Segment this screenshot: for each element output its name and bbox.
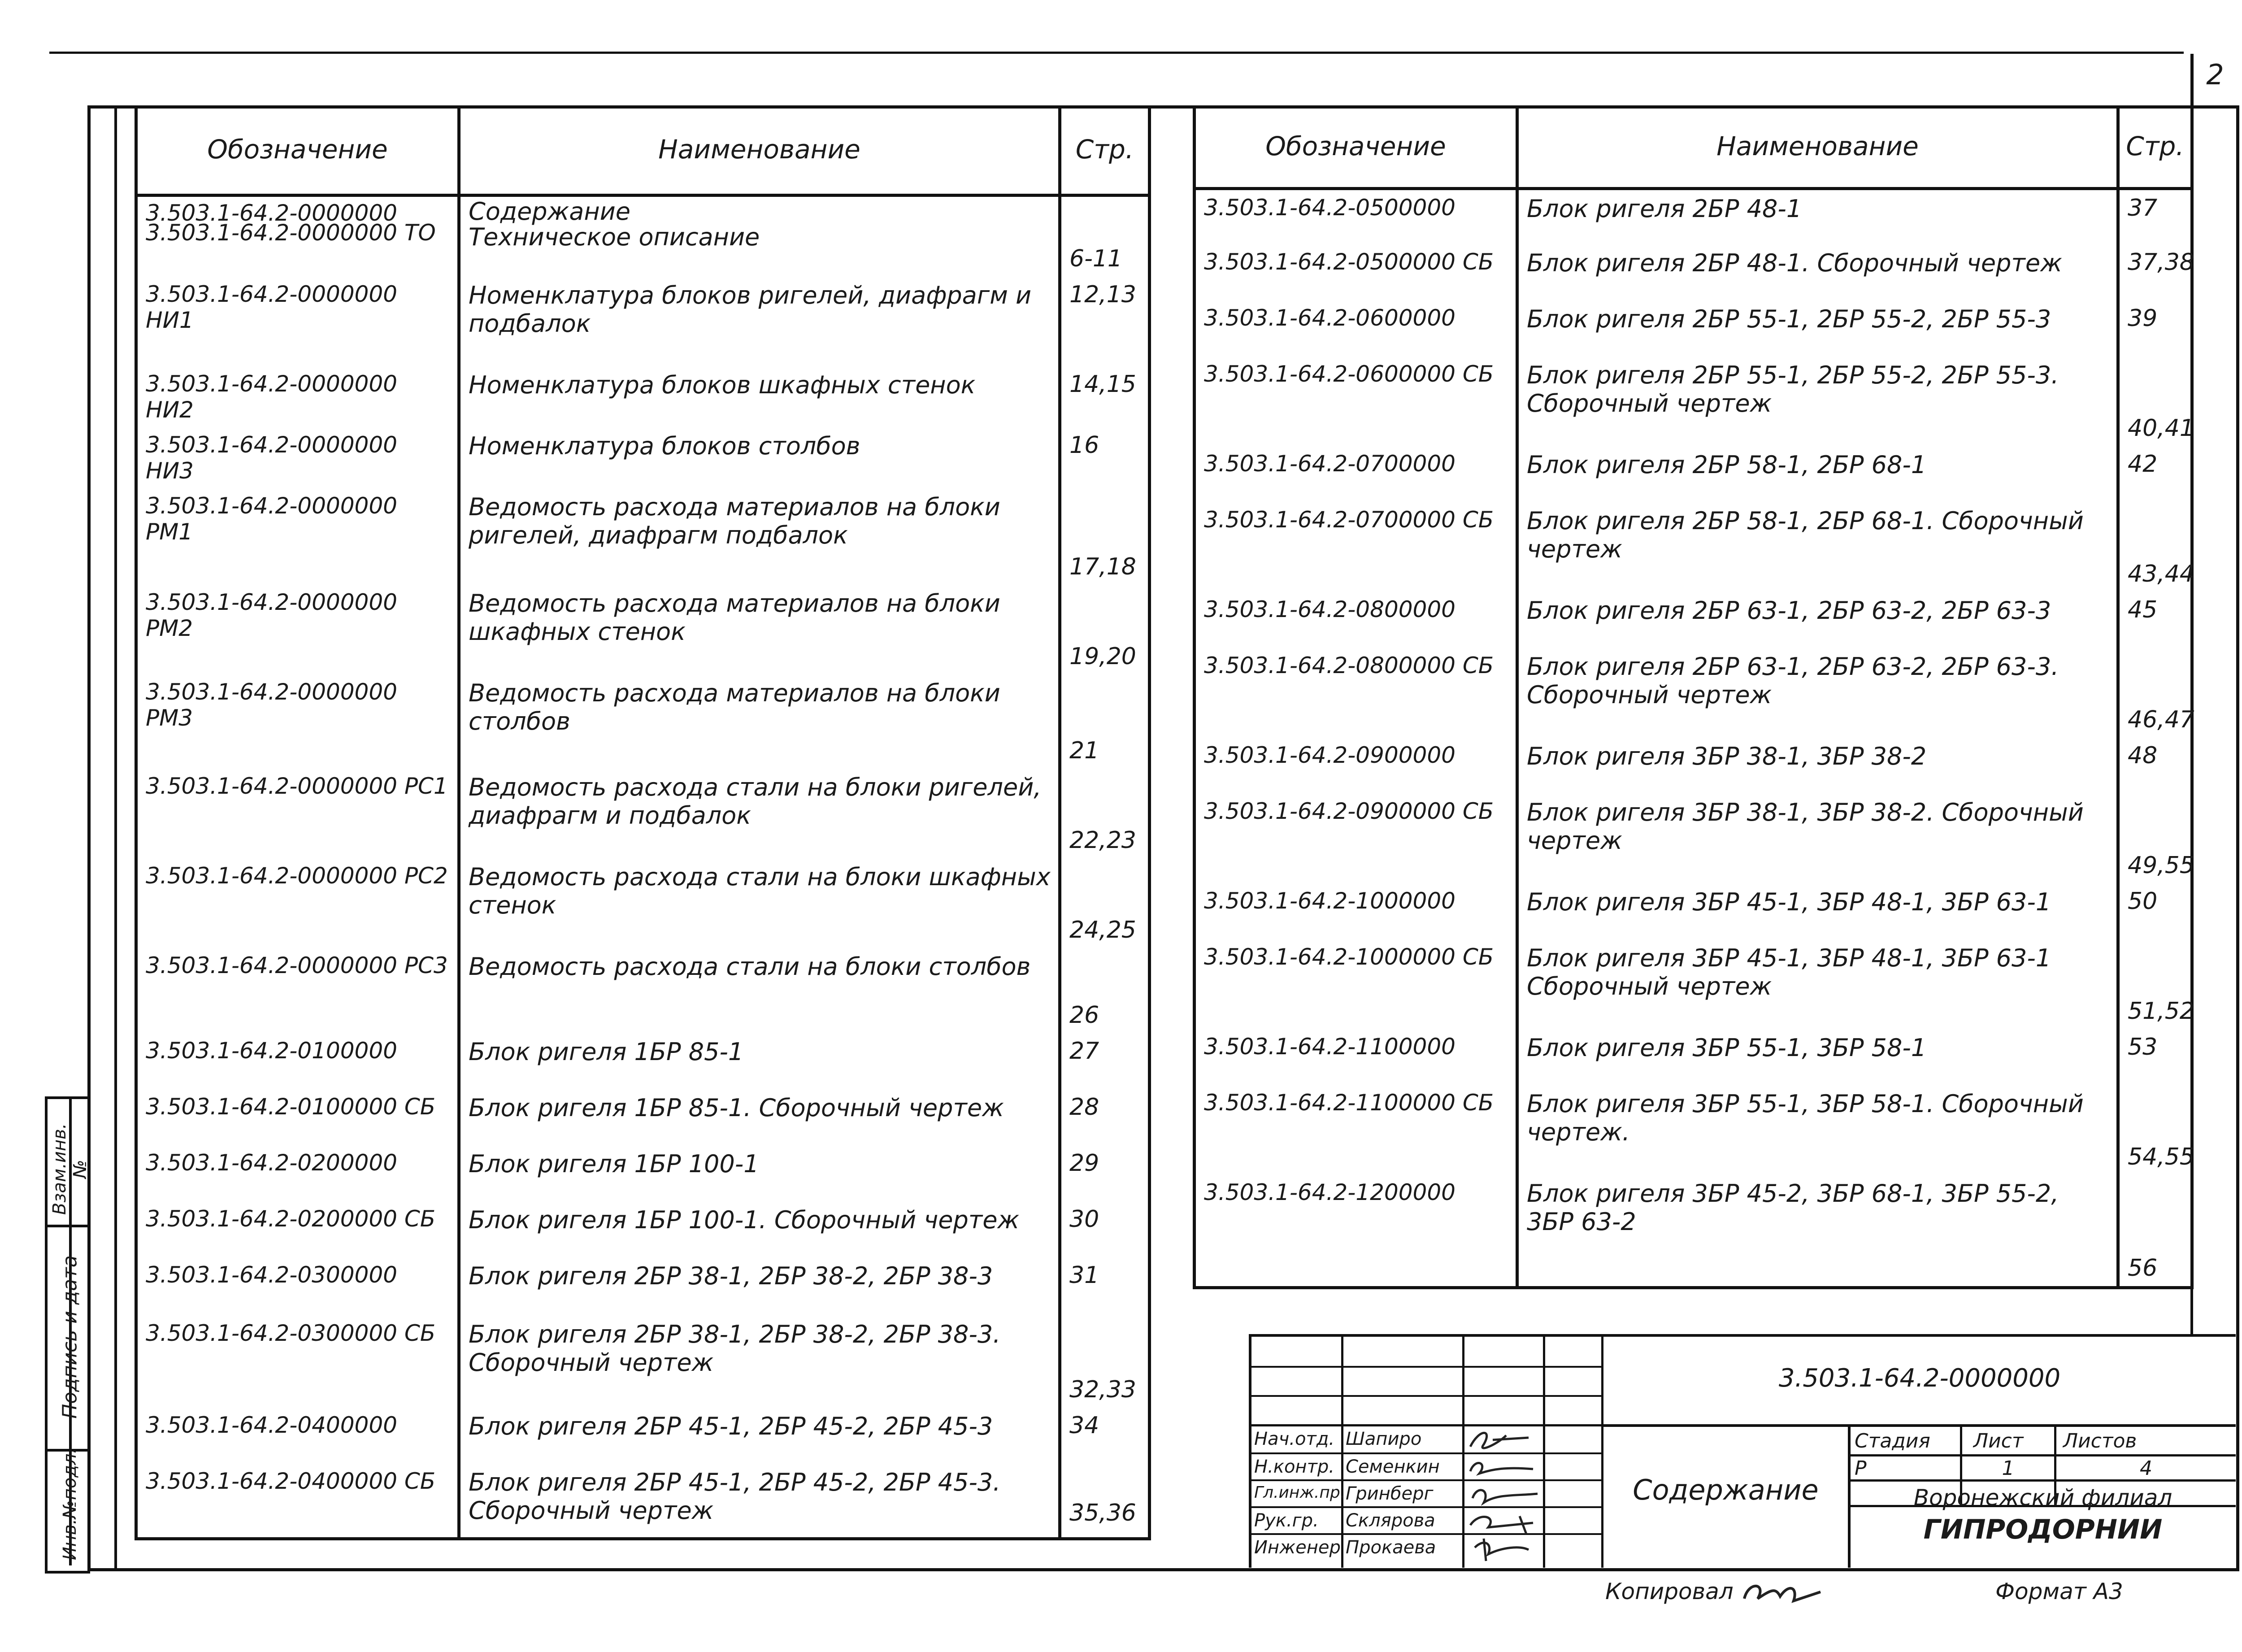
table-row: [136, 1145, 1150, 1201]
table-row: [136, 1033, 1150, 1089]
left-header-page: Стр.: [1060, 105, 1150, 195]
copied-label: Копировал: [1605, 1578, 1734, 1604]
sheet-value: 1: [2002, 1457, 2015, 1480]
table-row: [1195, 1029, 2192, 1085]
table-row: [136, 277, 1150, 366]
sheet-number: 2: [2206, 58, 2224, 91]
designation-cell: 3.503.1-64.2-0900000 СБ: [1204, 798, 1494, 824]
name-cell: Ведомость расхода материалов на блоки столбов: [459, 674, 1060, 769]
table-row: [1195, 356, 2192, 446]
table-row: [1195, 300, 2192, 356]
page-cell: 22,23: [1060, 769, 1150, 858]
page-cell: 54,55: [2118, 1085, 2192, 1175]
format-label: Формат А3: [1995, 1578, 2123, 1604]
name-cell: Техническое описание: [459, 223, 1060, 277]
designation-cell: 3.503.1-64.2-0000000 РМ2: [146, 589, 397, 641]
name-cell: Блок ригеля 3БР 38-1, 3БР 38-2. Сборочный чертеж: [1517, 794, 2118, 883]
designation-cell: 3.503.1-64.2-0800000: [1204, 596, 1456, 622]
table-row: [1195, 648, 2192, 738]
page-cell: 53: [2118, 1029, 2192, 1085]
table-row: [136, 1201, 1150, 1257]
designation-cell: 3.503.1-64.2-0000000 РС1: [146, 773, 448, 799]
table-row: [1195, 188, 2192, 244]
designation-cell: 3.503.1-64.2-0000000 РМ1: [146, 492, 397, 545]
title-block: [1249, 1334, 2236, 1568]
table-row: [136, 195, 1150, 223]
staff-name: Шапиро: [1346, 1429, 1422, 1449]
designation-cell: 3.503.1-64.2-0400000: [146, 1412, 397, 1438]
table-row: [1195, 939, 2192, 1029]
signatures-icon: [1466, 1426, 1542, 1565]
table-row: [1195, 1175, 2192, 1288]
table-row: [136, 769, 1150, 858]
page-cell: 31: [1060, 1257, 1150, 1316]
left-header-designation: Обозначение: [136, 105, 459, 195]
name-cell: Блок ригеля 3БР 45-2, 3БР 68-1, 3БР 55-2, 3БР 63-2: [1517, 1175, 2118, 1288]
name-cell: Блок ригеля 3БР 55-1, 3БР 58-1: [1517, 1029, 2118, 1085]
designation-cell: 3.503.1-64.2-0500000: [1204, 194, 1456, 221]
organization-code: ГИПРОДОРНИИ: [1923, 1514, 2163, 1545]
left-contents-table: [135, 105, 1151, 1540]
side-stamp: [45, 1096, 90, 1574]
designation-cell: 3.503.1-64.2-0600000: [1204, 305, 1456, 331]
designation-cell: 3.503.1-64.2-1100000: [1204, 1034, 1456, 1060]
replace-inv-label: Взам.инв.№: [49, 1123, 91, 1215]
page-cell: 19,20: [1060, 585, 1150, 674]
name-cell: Блок ригеля 3БР 45-1, 3БР 48-1, 3БР 63-1 Сборочный чертеж: [1517, 939, 2118, 1029]
name-cell: Блок ригеля 2БР 55-1, 2БР 55-2, 2БР 55-3: [1517, 300, 2118, 356]
document-title: Содержание: [1633, 1474, 1819, 1506]
page-cell: 6-11: [1060, 223, 1150, 277]
page-cell: 26: [1060, 948, 1150, 1033]
page-cell: 39: [2118, 300, 2192, 356]
page-cell: 48: [2118, 738, 2192, 794]
designation-cell: 3.503.1-64.2-1200000: [1204, 1179, 1456, 1205]
designation-cell: 3.503.1-64.2-0600000 СБ: [1204, 361, 1494, 387]
name-cell: Блок ригеля 2БР 38-1, 2БР 38-2, 2БР 38-3. Сборочный чертеж: [459, 1316, 1060, 1408]
table-row: [1195, 738, 2192, 794]
stage-value: Р: [1855, 1457, 1867, 1480]
inv-label: Инв.№подл.: [60, 1448, 80, 1561]
name-cell: Блок ригеля 2БР 58-1, 2БР 68-1: [1517, 446, 2118, 502]
name-cell: Блок ригеля 3БР 38-1, 3БР 38-2: [1517, 738, 2118, 794]
table-row: [136, 1464, 1150, 1539]
page-cell: 43,44: [2118, 502, 2192, 592]
name-cell: Ведомость расхода стали на блоки столбов: [459, 948, 1060, 1033]
name-cell: Блок ригеля 1БР 100-1. Сборочный чертеж: [459, 1201, 1060, 1257]
page-cell: 45: [2118, 592, 2192, 648]
page-cell: 28: [1060, 1089, 1150, 1145]
organization-name: Воронежский филиал: [1913, 1485, 2172, 1511]
table-row: [1195, 446, 2192, 502]
designation-cell: 3.503.1-64.2-0700000 СБ: [1204, 507, 1494, 533]
name-cell: Номенклатура блоков столбов: [459, 427, 1060, 488]
table-row: [136, 488, 1150, 585]
table-row: [1195, 1085, 2192, 1175]
designation-cell: 3.503.1-64.2-1000000: [1204, 888, 1456, 914]
name-cell: Блок ригеля 2БР 55-1, 2БР 55-2, 2БР 55-3. Сборочный чертеж: [1517, 356, 2118, 446]
page-cell: 37,38: [2118, 244, 2192, 300]
name-cell: Номенклатура блоков ригелей, диафрагм и подбалок: [459, 277, 1060, 366]
page-cell: 27: [1060, 1033, 1150, 1089]
name-cell: Ведомость расхода материалов на блоки ригелей, диафрагм подбалок: [459, 488, 1060, 585]
table-row: [136, 366, 1150, 427]
designation-cell: 3.503.1-64.2-1000000 СБ: [1204, 944, 1494, 970]
table-row: [1195, 883, 2192, 939]
name-cell: Номенклатура блоков шкафных стенок: [459, 366, 1060, 427]
sheets-label: Листов: [2063, 1430, 2137, 1452]
table-row: [136, 585, 1150, 674]
name-cell: Ведомость расхода материалов на блоки шкафных стенок: [459, 585, 1060, 674]
designation-cell: 3.503.1-64.2-0200000: [146, 1149, 397, 1176]
table-row: [136, 1257, 1150, 1316]
designation-cell: 3.503.1-64.2-0300000: [146, 1261, 397, 1288]
staff-name: Прокаева: [1346, 1537, 1436, 1558]
designation-cell: 3.503.1-64.2-0700000: [1204, 451, 1456, 477]
page-cell: 51,52: [2118, 939, 2192, 1029]
page-cell: 16: [1060, 427, 1150, 488]
sheets-value: 4: [2140, 1457, 2152, 1480]
page-cell: 30: [1060, 1201, 1150, 1257]
table-row: [1195, 244, 2192, 300]
designation-cell: 3.503.1-64.2-0000000: [146, 200, 397, 226]
designation-cell: 3.503.1-64.2-1100000 СБ: [1204, 1090, 1494, 1116]
table-row: [136, 948, 1150, 1033]
right-header-name: Наименование: [1517, 105, 2118, 188]
sign-date-label: Подпись и дата: [58, 1255, 82, 1419]
designation-cell: 3.503.1-64.2-0400000 СБ: [146, 1468, 436, 1494]
name-cell: Блок ригеля 2БР 48-1. Сборочный чертеж: [1517, 244, 2118, 300]
name-cell: Ведомость расхода стали на блоки ригелей, диафрагм и подбалок: [459, 769, 1060, 858]
designation-cell: 3.503.1-64.2-0100000 СБ: [146, 1093, 436, 1120]
staff-role: Н.контр.: [1254, 1456, 1334, 1477]
frame-inner-left-line: [114, 105, 117, 1568]
right-header-page: Стр.: [2118, 105, 2192, 188]
page-cell: 12,13: [1060, 277, 1150, 366]
name-cell: Блок ригеля 2БР 63-1, 2БР 63-2, 2БР 63-3: [1517, 592, 2118, 648]
designation-cell: 3.503.1-64.2-0000000 НИ2: [146, 370, 397, 423]
page-cell: 34: [1060, 1408, 1150, 1464]
staff-role: Гл.инж.пр.: [1254, 1483, 1346, 1502]
designation-cell: 3.503.1-64.2-0000000 РС2: [146, 862, 448, 889]
table-row: [136, 427, 1150, 488]
page-cell: 49,55: [2118, 794, 2192, 883]
page-cell: 17,18: [1060, 488, 1150, 585]
document-code: 3.503.1-64.2-0000000: [1778, 1364, 2061, 1393]
designation-cell: 3.503.1-64.2-0000000 ТО: [146, 219, 436, 246]
designation-cell: 3.503.1-64.2-0300000 СБ: [146, 1320, 436, 1346]
staff-role: Инженер: [1254, 1537, 1341, 1558]
page-cell: [1060, 195, 1150, 223]
designation-cell: 3.503.1-64.2-0000000 НИ1: [146, 281, 397, 333]
page-cell: 37: [2118, 188, 2192, 244]
page-cell: 42: [2118, 446, 2192, 502]
name-cell: Блок ригеля 2БР 63-1, 2БР 63-2, 2БР 63-3. Сборочный чертеж: [1517, 648, 2118, 738]
right-contents-table: [1193, 105, 2194, 1289]
page-cell: 35,36: [1060, 1464, 1150, 1539]
name-cell: Блок ригеля 2БР 38-1, 2БР 38-2, 2БР 38-3: [459, 1257, 1060, 1316]
page-cell: 56: [2118, 1175, 2192, 1288]
stage-label: Стадия: [1855, 1430, 1930, 1452]
top-trim-line: [49, 52, 2184, 54]
name-cell: Блок ригеля 2БР 45-1, 2БР 45-2, 2БР 45-3. Сборочный чертеж: [459, 1464, 1060, 1539]
name-cell: Блок ригеля 3БР 45-1, 3БР 48-1, 3БР 63-1: [1517, 883, 2118, 939]
page-cell: 29: [1060, 1145, 1150, 1201]
table-row: [136, 858, 1150, 948]
name-cell: Блок ригеля 3БР 55-1, 3БР 58-1. Сборочный чертеж.: [1517, 1085, 2118, 1175]
designation-cell: 3.503.1-64.2-0100000: [146, 1037, 397, 1064]
page-cell: 32,33: [1060, 1316, 1150, 1408]
designation-cell: 3.503.1-64.2-0800000 СБ: [1204, 652, 1494, 678]
page-cell: 46,47: [2118, 648, 2192, 738]
designation-cell: 3.503.1-64.2-0000000 РМ3: [146, 678, 397, 731]
page-cell: 40,41: [2118, 356, 2192, 446]
table-row: [1195, 502, 2192, 592]
staff-name: Семенкин: [1346, 1456, 1440, 1477]
name-cell: Содержание: [459, 195, 1060, 223]
page-cell: 21: [1060, 674, 1150, 769]
name-cell: Блок ригеля 2БР 48-1: [1517, 188, 2118, 244]
designation-cell: 3.503.1-64.2-0500000 СБ: [1204, 249, 1494, 275]
name-cell: Блок ригеля 2БР 58-1, 2БР 68-1. Сборочный чертеж: [1517, 502, 2118, 592]
sheet-label: Лист: [1973, 1430, 2024, 1452]
name-cell: Блок ригеля 1БР 85-1. Сборочный чертеж: [459, 1089, 1060, 1145]
table-row: [1195, 794, 2192, 883]
table-row: [1195, 592, 2192, 648]
page-cell: 24,25: [1060, 858, 1150, 948]
designation-cell: 3.503.1-64.2-0000000 НИ3: [146, 431, 397, 484]
page-cell: 50: [2118, 883, 2192, 939]
designation-cell: 3.503.1-64.2-0200000 СБ: [146, 1205, 436, 1232]
page-cell: 14,15: [1060, 366, 1150, 427]
left-header-name: Наименование: [459, 105, 1060, 195]
table-row: [136, 674, 1150, 769]
designation-cell: 3.503.1-64.2-0000000 РС3: [146, 952, 448, 978]
staff-role: Рук.гр.: [1254, 1510, 1319, 1531]
right-header-designation: Обозначение: [1195, 105, 1517, 188]
name-cell: Блок ригеля 2БР 45-1, 2БР 45-2, 2БР 45-3: [459, 1408, 1060, 1464]
name-cell: Блок ригеля 1БР 85-1: [459, 1033, 1060, 1089]
name-cell: Ведомость расхода стали на блоки шкафных стенок: [459, 858, 1060, 948]
staff-role: Нач.отд.: [1254, 1429, 1335, 1449]
table-row: [136, 223, 1150, 277]
staff-name: Склярова: [1346, 1510, 1435, 1531]
staff-name: Гринберг: [1346, 1483, 1434, 1504]
designation-cell: 3.503.1-64.2-0900000: [1204, 742, 1456, 768]
copier-signature-icon: [1740, 1574, 1829, 1614]
table-row: [136, 1408, 1150, 1464]
name-cell: Блок ригеля 1БР 100-1: [459, 1145, 1060, 1201]
table-row: [136, 1089, 1150, 1145]
table-row: [136, 1316, 1150, 1408]
